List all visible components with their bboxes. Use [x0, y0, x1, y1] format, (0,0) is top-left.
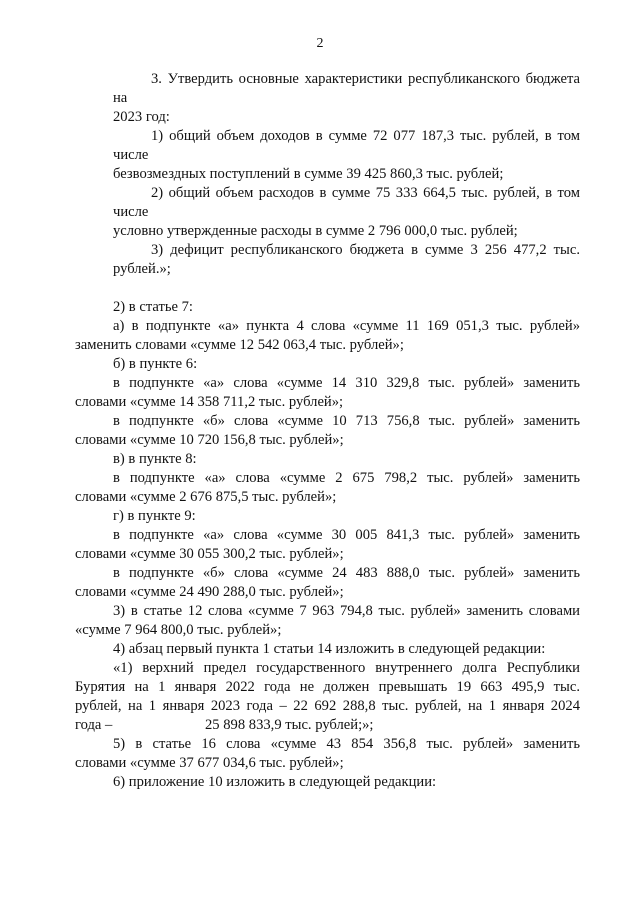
paragraph-item-6a — [75, 374, 580, 412]
text-line: заменить словами «сумме 12 542 063,4 тыс. рублей»; — [75, 337, 404, 353]
text-line: «сумме 7 964 800,0 тыс. рублей»; — [75, 622, 282, 638]
text-line: 2023 год: — [113, 109, 170, 125]
text-line: Бурятия на 1 января 2022 года не должен превышать 19 663 495,9 тыс. — [75, 679, 580, 695]
paragraph-revenue — [75, 127, 580, 184]
paragraph-subitem-v: в) в пункте 8: — [113, 451, 197, 467]
text-line: в подпункте «а» слова «сумме 14 310 329,8 тыс. рублей» заменить — [113, 375, 580, 391]
text-line: в подпункте «б» слова «сумме 24 483 888,0 тыс. рублей» заменить — [113, 565, 580, 581]
paragraph-budget-2023 — [75, 70, 580, 127]
paragraph-item-9a — [75, 526, 580, 564]
text-line: словами «сумме 37 677 034,6 тыс. рублей»; — [75, 755, 344, 771]
text-line: словами «сумме 10 720 156,8 тыс. рублей»; — [75, 432, 344, 448]
text-line: «1) верхний предел государственного внутреннего долга Республики — [113, 660, 580, 676]
text-fragment: года – — [75, 717, 113, 733]
paragraph-expenses — [75, 184, 580, 241]
text-line: 1) общий объем доходов в сумме 72 077 187,3 тыс. рублей, в том числе — [113, 128, 580, 163]
paragraph-item-8a — [75, 469, 580, 507]
paragraph-article-16 — [75, 735, 580, 773]
document-body — [75, 70, 580, 792]
text-line: 5) в статье 16 слова «сумме 43 854 356,8 тыс. рублей» заменить — [113, 736, 580, 752]
paragraph-article-7: 2) в статье 7: — [113, 299, 193, 315]
paragraph-item-6b — [75, 412, 580, 450]
paragraph-debt-limit — [75, 659, 580, 735]
text-line: 3) дефицит республиканского бюджета в сумме 3 256 477,2 тыс. рублей.»; — [113, 242, 580, 277]
text-line: безвозмездных поступлений в сумме 39 425 860,3 тыс. рублей; — [113, 166, 504, 182]
text-line: а) в подпункте «а» пункта 4 слова «сумме 11 169 051,3 тыс. рублей» — [113, 318, 580, 334]
paragraph-deficit — [75, 241, 580, 279]
paragraph-subitem-g: г) в пункте 9: — [113, 508, 196, 524]
text-line: 3. Утвердить основные характеристики республиканского бюджета на — [113, 71, 580, 106]
text-line: словами «сумме 2 676 875,5 тыс. рублей»; — [75, 489, 337, 505]
text-line: в подпункте «а» слова «сумме 30 005 841,3 тыс. рублей» заменить — [113, 527, 580, 543]
paragraph-subitem-a — [75, 317, 580, 355]
text-line — [75, 716, 580, 735]
text-line: словами «сумме 14 358 711,2 тыс. рублей»; — [75, 394, 344, 410]
text-line: условно утвержденные расходы в сумме 2 796 000,0 тыс. рублей; — [113, 223, 518, 239]
paragraph-article-12 — [75, 602, 580, 640]
paragraph-appendix-10: 6) приложение 10 изложить в следующей редакции: — [113, 774, 437, 790]
text-line: 2) общий объем расходов в сумме 75 333 664,5 тыс. рублей, в том числе — [113, 185, 580, 220]
text-line: 3) в статье 12 слова «сумме 7 963 794,8 тыс. рублей» заменить словами — [113, 603, 580, 619]
text-line: словами «сумме 30 055 300,2 тыс. рублей»; — [75, 546, 344, 562]
paragraph-article-14: 4) абзац первый пункта 1 статьи 14 изложить в следующей редакции: — [113, 641, 546, 657]
page-number: 2 — [316, 36, 324, 51]
text-line: в подпункте «а» слова «сумме 2 675 798,2 тыс. рублей» заменить — [113, 470, 580, 486]
text-line: в подпункте «б» слова «сумме 10 713 756,8 тыс. рублей» заменить — [113, 413, 580, 429]
paragraph-subitem-b: б) в пункте 6: — [113, 356, 198, 372]
text-line: рублей, на 1 января 2023 года – 22 692 288,8 тыс. рублей, на 1 января 2024 — [75, 698, 580, 714]
paragraph-item-9b — [75, 564, 580, 602]
text-fragment: 25 898 833,9 тыс. рублей;»; — [205, 717, 374, 733]
text-line: словами «сумме 24 490 288,0 тыс. рублей»; — [75, 584, 344, 600]
